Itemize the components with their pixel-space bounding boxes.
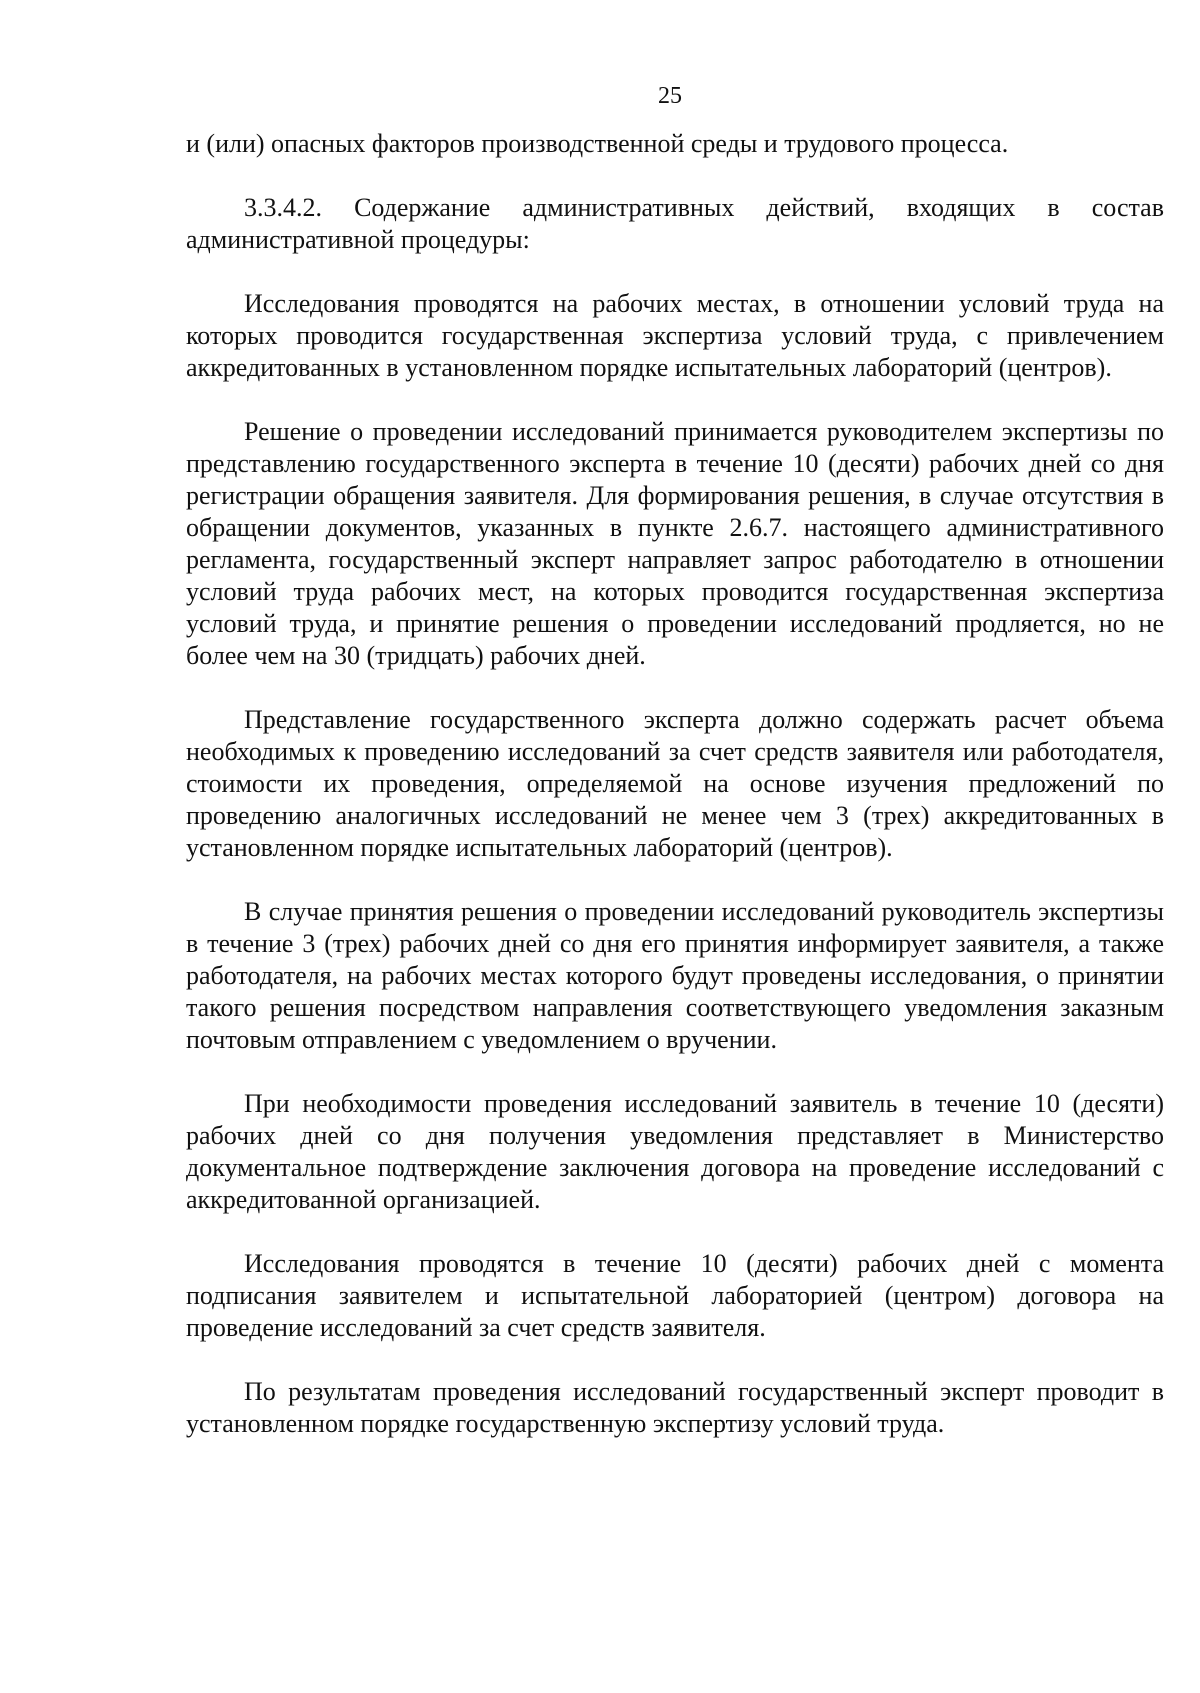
page-number: 25 (658, 83, 682, 109)
paragraph-research-duration: Исследования проводятся в течение 10 (десяти) рабочих дней с момента подписания заявителем и испытательной лабораторией (центром) договора на проведение исследований за счет средств заявителя. (186, 1249, 1164, 1342)
paragraph-contract-confirmation: При необходимости проведения исследований заявитель в течение 10 (десяти) рабочих дней со дня получения уведомления представляет в Министерство документальное подтверждение заключения договора на проведение исследований с аккредитованной организацией. (186, 1089, 1164, 1214)
paragraph-research-decision: Решение о проведении исследований принимается руководителем экспертизы по представлению государственного эксперта в течение 10 (десяти) рабочих дней со дня регистрации обращения заявителя. Для формирования решения, в случае отсутствия в обращении документов, указанных в пункте 2.6.7. настоящего административного регламента, государственный эксперт направляет запрос работодателю в отношении условий труда рабочих мест, на которых проводится государственная экспертиза условий труда, и принятие решения о проведении исследований продляется, но не более чем на 30 (тридцать) рабочих дней. (186, 417, 1164, 670)
paragraph-section-3-3-4-2: 3.3.4.2. Содержание административных действий, входящих в состав административной процедуры: (186, 193, 1164, 254)
paragraph-expert-representation: Представление государственного эксперта должно содержать расчет объема необходимых к проведению исследований за счет средств заявителя или работодателя, стоимости их проведения, определяемой на основе изучения предложений по проведению аналогичных исследований не менее чем 3 (трех) аккредитованных в установленном порядке испытательных лабораторий (центров). (186, 705, 1164, 862)
paragraph-continuation: и (или) опасных факторов производственной среды и трудового процесса. (186, 129, 1009, 158)
paragraph-notification: В случае принятия решения о проведении исследований руководитель экспертизы в течение 3 (трех) рабочих дней со дня его принятия информирует заявителя, а также работодателя, на рабочих местах которого будут проведены исследования, о принятии такого решения посредством направления соответствующего уведомления заказным почтовым отправлением с уведомлением о вручении. (186, 897, 1164, 1054)
document-body (186, 128, 1164, 1472)
paragraph-research-results: По результатам проведения исследований государственный эксперт проводит в установленном порядке государственную экспертизу условий труда. (186, 1377, 1164, 1438)
paragraph-research-workplaces: Исследования проводятся на рабочих местах, в отношении условий труда на которых проводится государственная экспертиза условий труда, с привлечением аккредитованных в установленном порядке испытательных лабораторий (центров). (186, 289, 1164, 382)
